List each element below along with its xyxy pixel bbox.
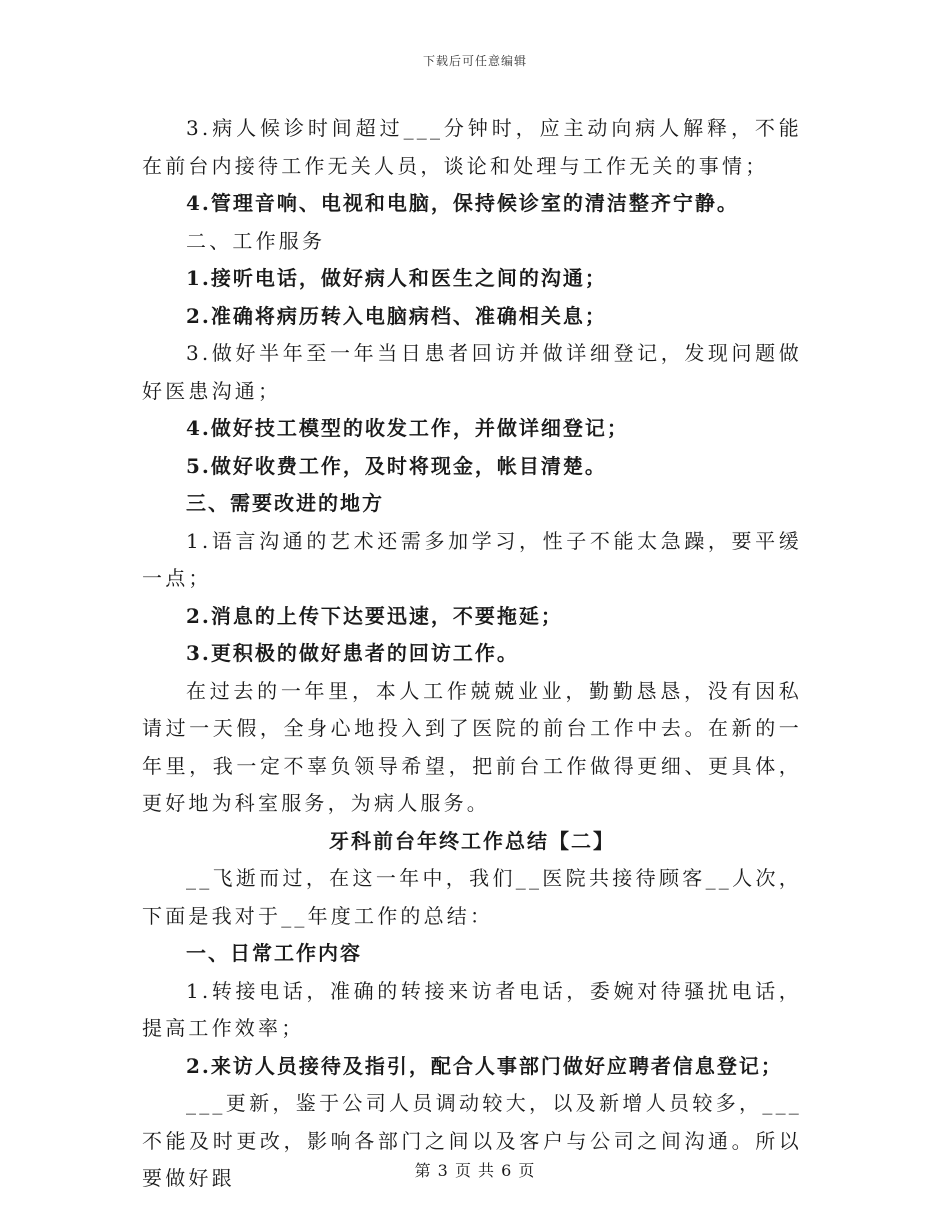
page-header: 下载后可任意编辑 — [422, 54, 527, 68]
paragraph-directory-update: ___更新，鉴于公司人员调动较大，以及新增人员较多，___不能及时更改，影响各部门之间以及客户与公司之间沟通。所以要做好跟 — [142, 1091, 802, 1190]
paragraph-manage-equipment: 4.管理音响、电视和电脑，保持候诊室的清洁整齐宁静。 — [186, 191, 739, 215]
paragraph-message-relay: 2.消息的上传下达要迅速，不要拖延； — [186, 603, 563, 628]
paragraph-phone-transfer: 1.转接电话，准确的转接来访者电话，委婉对待骚扰电话，提高工作效率； — [142, 978, 802, 1040]
paragraph-waiting-time: 3.病人候诊时间超过___分钟时，应主动向病人解释，不能在前台内接待工作无关人员，谈论和处理与工作无关的事情； — [142, 116, 802, 178]
paragraph-year-summary: 在过去的一年里，本人工作兢兢业业，勤勤恳恳，没有因私请过一天假，全身心地投入到了医院的前台工作中去。在新的一年里，我一定不辜负领导希望，把前台工作做得更细、更具体，更好地为科室服务，为病人服务。 — [142, 678, 802, 815]
paragraph-intro-year: __飞逝而过，在这一年中，我们__医院共接待顾客__人次，下面是我对于__年度工作的总结： — [142, 866, 802, 928]
paragraph-dental-models: 4.做好技工模型的收发工作，并做详细登记； — [186, 416, 629, 440]
section-title-summary-two: 牙科前台年终工作总结【二】 — [329, 828, 615, 853]
section-heading-work-service: 二、工作服务 — [186, 228, 326, 253]
paragraph-medical-records: 2.准确将病历转入电脑病档、准确相关息； — [186, 303, 607, 328]
section-heading-daily-work: 一、日常工作内容 — [186, 941, 362, 965]
paragraph-visitor-reception: 2.来访人员接待及指引，配合人事部门做好应聘者信息登记； — [186, 1053, 783, 1078]
page-number: 第 3 页 共 6 页 — [414, 1161, 536, 1180]
paragraph-patient-follow-up: 3.更积极的做好患者的回访工作。 — [186, 641, 519, 665]
paragraph-billing: 5.做好收费工作，及时将现金，帐目清楚。 — [186, 453, 607, 478]
section-heading-improvements: 三、需要改进的地方 — [186, 491, 384, 515]
document-body — [142, 110, 802, 1198]
paragraph-follow-up-visits: 3.做好半年至一年当日患者回访并做详细登记，发现问题做好医患沟通； — [142, 341, 802, 403]
paragraph-answer-phone: 1.接听电话，做好病人和医生之间的沟通； — [186, 266, 607, 290]
paragraph-communication-skills: 1.语言沟通的艺术还需多加学习，性子不能太急躁，要平缓一点； — [142, 528, 802, 590]
